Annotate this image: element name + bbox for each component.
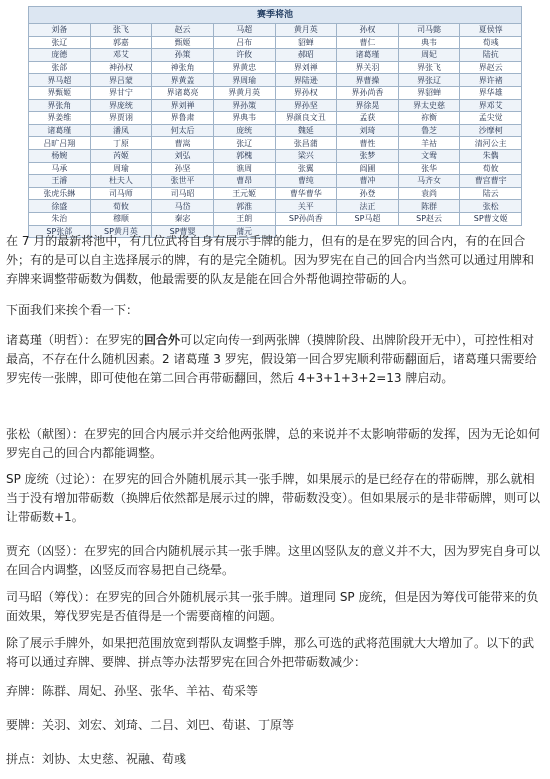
table-cell: 张世平 [152, 175, 214, 188]
table-cell: 界陆逊 [275, 74, 337, 87]
table-cell: 刘弘 [152, 149, 214, 162]
table-cell: 曹纯 [275, 175, 337, 188]
table-cell: 界华雄 [460, 86, 522, 99]
table-cell: 界刘禅 [152, 99, 214, 112]
paragraph-lead: 下面我们来挨个看一下： [6, 303, 139, 317]
table-cell: 甄姬 [152, 36, 214, 49]
table-row [29, 36, 522, 49]
table-cell: 界赵云 [460, 61, 522, 74]
table-cell: 邓艾 [90, 49, 152, 62]
table-cell: SP黄月英 [90, 225, 152, 238]
table-cell: 曹仁 [337, 36, 399, 49]
table-cell: 界貂蝉 [398, 86, 460, 99]
table-cell: 界典韦 [213, 112, 275, 125]
paragraph-zhugejin-bold: 回合外 [144, 333, 181, 347]
paragraph-jiachong: 贾充（凶竖）：在罗宪的回合内随机展示其一张手牌。这里凶竖队友的意义并不大，因为罗宪自身可以在回合内调整，凶竖反而容易把自己绕晕。 [6, 544, 541, 577]
table-cell: 张翼 [275, 162, 337, 175]
paragraph-intro: 在 7 月的最新将池中，有几位武将自身有展示手牌的能力，但有的是在罗宪的回合内，有的在回合外；有的是可以自主选择展示的牌，有的是完全随机。因为罗宪在自己的回合内当然可以通过用牌和弃牌来调整带砺数为偶数，他最需要的队友是能在回合外帮他调控带砺的人。 [6, 234, 535, 286]
table-cell: 孙策 [152, 49, 214, 62]
table-cell: 曹昂 [213, 175, 275, 188]
table-cell: 曹冲 [337, 175, 399, 188]
table-cell: 界黄月英 [213, 86, 275, 99]
table-cell: 蒲元 [213, 225, 275, 238]
table-cell: 阎圃 [337, 162, 399, 175]
table-cell: SP赵云 [398, 212, 460, 225]
table-cell: 徐盛 [29, 200, 91, 213]
table-cell: 谯周 [213, 162, 275, 175]
table-cell: 界贾诩 [90, 112, 152, 125]
table-cell: 界太史慈 [398, 99, 460, 112]
table-cell: 许攸 [213, 49, 275, 62]
table-cell: 张飞 [90, 24, 152, 37]
table-cell: 诸葛瑾 [29, 124, 91, 137]
table-cell: 郭槐 [213, 149, 275, 162]
table-cell: 清河公主 [460, 137, 522, 150]
table-cell: 界甘宁 [90, 86, 152, 99]
table-row [29, 74, 522, 87]
table-cell: 文鸯 [398, 149, 460, 162]
table-cell: 界邓艾 [460, 99, 522, 112]
table-cell: 界诸葛亮 [152, 86, 214, 99]
table-cell: 刘琦 [337, 124, 399, 137]
table-cell: 界颜良文丑 [275, 112, 337, 125]
table-cell: 芮姬 [90, 149, 152, 162]
table-cell: 曹嵩 [152, 137, 214, 150]
paragraph-zhugejin [6, 331, 544, 388]
table-cell: 马承 [29, 162, 91, 175]
table-cell: 界关羽 [337, 61, 399, 74]
table-cell: 王朗 [213, 212, 275, 225]
paragraph-zhugejin-a: 诸葛瑾（明哲）：在罗宪的 [6, 333, 145, 347]
table-cell: SP曹婴 [152, 225, 214, 238]
season-pool-table-wrap [28, 6, 522, 238]
table-cell: SP张郃 [29, 225, 91, 238]
table-cell: 周瑜 [90, 162, 152, 175]
table-cell: 司马师 [90, 187, 152, 200]
table-cell: 界甄姬 [29, 86, 91, 99]
table-row [29, 175, 522, 188]
table-row [29, 212, 522, 225]
table-cell: 庞统 [213, 124, 275, 137]
table-cell: 貂蝉 [275, 36, 337, 49]
table-cell: 朱治 [29, 212, 91, 225]
paragraph-pindian-list: 拼点：刘协、太史慈、祝融、荀彧 [6, 752, 187, 766]
table-cell: 魏延 [275, 124, 337, 137]
table-cell: 界吕蒙 [90, 74, 152, 87]
table-cell: 羊祜 [398, 137, 460, 150]
table-cell: 法正 [337, 200, 399, 213]
table-row [29, 49, 522, 62]
table-cell: 张辽 [29, 36, 91, 49]
table-cell: 朱儁 [460, 149, 522, 162]
table-cell: 界刘禅 [275, 61, 337, 74]
table-cell: 孙权 [337, 24, 399, 37]
table-cell: 界黄盖 [152, 74, 214, 87]
table-row [29, 149, 522, 162]
table-cell: 穆顺 [90, 212, 152, 225]
table-row [29, 112, 522, 125]
table-cell: SP马超 [337, 212, 399, 225]
table-row [29, 99, 522, 112]
table-cell: 界曹操 [337, 74, 399, 87]
table-cell: 神张角 [152, 61, 214, 74]
table-cell: 张松 [460, 200, 522, 213]
table-cell: 庞德 [29, 49, 91, 62]
paragraph-expanded-range: 除了展示手牌外，如果把范围放宽到帮队友调整手牌，那么可选的武将范围就大大增加了。以下的武将可以通过弃牌、要牌、拼点等办法帮罗宪在回合外把带砺数减少： [6, 636, 535, 669]
table-cell: 界孙坚 [275, 99, 337, 112]
table-row [29, 200, 522, 213]
table-title: 赛季将池 [28, 6, 522, 23]
table-row [29, 137, 522, 150]
table-cell: 陆抗 [460, 49, 522, 62]
table-cell: 司马懿 [398, 24, 460, 37]
table-cell: 梁兴 [275, 149, 337, 162]
table-cell: 陈群 [398, 200, 460, 213]
table-cell: 荀彧 [460, 36, 522, 49]
table-cell: 郭嘉 [90, 36, 152, 49]
table-cell: 潘凤 [90, 124, 152, 137]
table-cell: 界黄忠 [213, 61, 275, 74]
table-cell: 刘备 [29, 24, 91, 37]
table-cell: 荀攸 [90, 200, 152, 213]
table-cell: 界孙策 [213, 99, 275, 112]
table-cell: 界周瑜 [213, 74, 275, 87]
table-row [29, 86, 522, 99]
table-row [29, 187, 522, 200]
table-cell: 鲁芝 [398, 124, 460, 137]
paragraph-zhangsong: 张松（献图）：在罗宪的回合内展示并交给他两张牌，总的来说并不太影响带砺的发挥，因为无论如何罗宪自己的回合内都能调整。 [6, 427, 541, 460]
table-cell: 沙摩柯 [460, 124, 522, 137]
table-cell: 赵云 [152, 24, 214, 37]
table-cell: 郭淮 [213, 200, 275, 213]
table-cell: 杜夫人 [90, 175, 152, 188]
table-cell: 张昌蒲 [275, 137, 337, 150]
paragraph-discard-list: 弃牌：陈群、周妃、孙坚、张华、羊祜、荀采等 [6, 684, 259, 698]
table-cell: 马超 [213, 24, 275, 37]
table-cell: 界张飞 [398, 61, 460, 74]
table-cell: 界许褚 [460, 74, 522, 87]
table-cell: 界孙权 [275, 86, 337, 99]
table-cell: 曹华曹华 [275, 187, 337, 200]
table-row [29, 162, 522, 175]
paragraph-simazhao: 司马昭（筹伐）：在罗宪的回合外随机展示其一张手牌。道理同 SP 庞统，但是因为筹伐可能带来的负面效果，筹伐罗宪是否值得是一个需要商榷的问题。 [6, 590, 539, 623]
table-cell: 孙登 [337, 187, 399, 200]
table-cell: 张华 [398, 162, 460, 175]
table-cell: 界孙尚香 [337, 86, 399, 99]
table-cell: 孟获 [337, 112, 399, 125]
table-cell: SP孙尚香 [275, 212, 337, 225]
paragraph-request-list: 要牌：关羽、刘宏、刘琦、二吕、刘巴、荀谌、丁原等 [6, 718, 295, 732]
table-cell: 杨婉 [29, 149, 91, 162]
table-cell: 何太后 [152, 124, 214, 137]
table-cell: 马齐女 [398, 175, 460, 188]
table-cell: 马岱 [152, 200, 214, 213]
table-cell: 界庞统 [90, 99, 152, 112]
table-cell: 祢衡 [398, 112, 460, 125]
table-cell: SP曹文姬 [460, 212, 522, 225]
table-cell: 典韦 [398, 36, 460, 49]
table-cell: 关平 [275, 200, 337, 213]
table-cell: 陆云 [460, 187, 522, 200]
table-cell: 秦宓 [152, 212, 214, 225]
table-cell: 周妃 [398, 49, 460, 62]
table-cell: 袁尚 [398, 187, 460, 200]
table-cell: 曹性 [337, 137, 399, 150]
table-cell: 张虎乐綝 [29, 187, 91, 200]
paragraph-zhugejin-c: 可以定向传一到两张牌（摸牌阶段、出牌阶段开无中），可控性相对最高，不存在什么随机因素。2 诸葛瑾 3 罗宪，假设第一回合罗宪顺利带砺翻面后，诸葛瑾只需要给罗宪传一张牌，即可使他在第二回合再带砺翻回，然后 4+3+1+3+2=13 牌启动。 [6, 333, 537, 385]
table-cell: 界张角 [29, 99, 91, 112]
table-cell: 界姜维 [29, 112, 91, 125]
table-cell: 荀攸 [460, 162, 522, 175]
table-row [29, 24, 522, 37]
table-cell: 吕旷吕翔 [29, 137, 91, 150]
table-cell: 诸葛瑾 [337, 49, 399, 62]
table-cell: 界徐晃 [337, 99, 399, 112]
table-cell: 界马超 [29, 74, 91, 87]
table-cell: 孙坚 [152, 162, 214, 175]
table-row [29, 61, 522, 74]
table-row [29, 124, 522, 137]
table-cell: 丁原 [90, 137, 152, 150]
table-cell: 张郃 [29, 61, 91, 74]
season-pool-table [28, 23, 522, 238]
paragraph-sp-pangtong: SP 庞统（过论）：在罗宪的回合外随机展示其一张手牌，如果展示的是已经存在的带砺牌，那么就相当于没有增加带砺数（换牌后依然都是展示过的牌，带砺数没变）。但如果展示的是非带砺牌，则可以让带砺数+1。 [6, 472, 541, 524]
table-cell: 司马昭 [152, 187, 214, 200]
table-cell: 神孙权 [90, 61, 152, 74]
table-cell: 曹宫曹宇 [460, 175, 522, 188]
table-cell: 王濬 [29, 175, 91, 188]
table-cell: 界张辽 [398, 74, 460, 87]
table-cell: 孟尖觉 [460, 112, 522, 125]
table-cell: 黄月英 [275, 24, 337, 37]
table-cell: 界鲁肃 [152, 112, 214, 125]
table-cell: 吕布 [213, 36, 275, 49]
table-cell: 郝昭 [275, 49, 337, 62]
table-cell: 夏侯惇 [460, 24, 522, 37]
table-cell: 张辽 [213, 137, 275, 150]
table-cell: 张梦 [337, 149, 399, 162]
table-cell: 王元姬 [213, 187, 275, 200]
